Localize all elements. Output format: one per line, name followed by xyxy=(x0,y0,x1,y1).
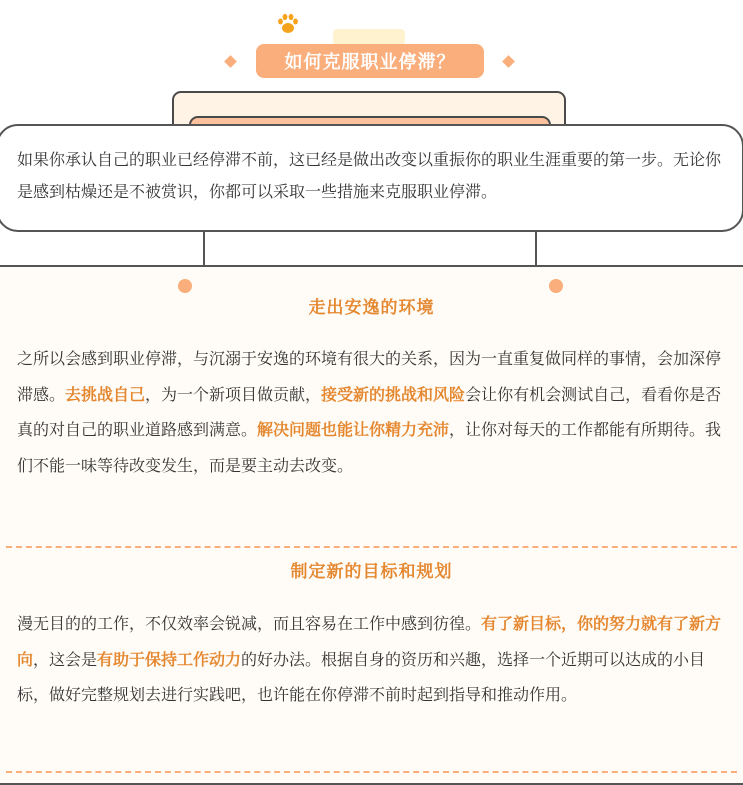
left-dot xyxy=(178,279,192,293)
paragraph-text: 会让你有机会测试自己，看看你是否真的对自己的职业道路感到满意。 xyxy=(17,384,722,439)
section-paragraph xyxy=(17,606,729,713)
right-dot xyxy=(549,279,563,293)
paragraph-text: ，让你对每天的工作都能有所期待。我们不能一味等待改变发生，而是要主动去改变。 xyxy=(17,420,722,475)
key-phrase: 解决问题也能让你精力充沛 xyxy=(257,420,450,439)
section-heading-text: 制定新的目标和规划 xyxy=(289,557,455,582)
paragraph-text: ，为一个新项目做贡献， xyxy=(145,384,322,404)
paragraph-text: 的好办法。根据自身的资历和兴趣，选择一个近期可以达成的小目标，做好完整规划去进行实践吧，也许能在你停滞不前时起到指导和推动作用。 xyxy=(17,649,706,704)
key-phrase: 有了新目标，你的努力就有了新方向 xyxy=(17,614,722,669)
section-heading xyxy=(0,293,743,318)
paw-icon xyxy=(276,12,300,36)
title-highlight xyxy=(333,29,405,45)
key-phrase: 有助于保持工作动力 xyxy=(97,649,242,669)
section-heading xyxy=(0,557,743,582)
connector-right xyxy=(535,230,537,266)
section-divider xyxy=(6,546,737,548)
page-title: 如何克服职业停滞？ xyxy=(256,44,484,78)
connector-left xyxy=(203,230,205,266)
intro-text: 如果你承认自己的职业已经停滞不前，这已经是做出改变以重振你的职业生涯重要的第一步。无论你是感到枯燥还是不被赏识，你都可以采取一些措施来克服职业停滞。 xyxy=(17,150,722,201)
paragraph-text: 漫无目的的工作，不仅效率会锐减，而且容易在工作中感到彷徨。 xyxy=(17,614,482,633)
key-phrase: 去挑战自己 xyxy=(65,384,146,404)
section-divider xyxy=(6,771,737,773)
section-paragraph xyxy=(17,341,729,483)
paragraph-text: 之所以会感到职业停滞，与沉溺于安逸的环境有很大的关系，因为一直重复做同样的事情，会加深停滞感。 xyxy=(17,349,722,404)
section-heading-text: 走出安逸的环境 xyxy=(307,293,437,318)
left-diamond xyxy=(224,55,237,68)
key-phrase: 接受新的挑战和风险 xyxy=(321,384,466,404)
paragraph-text: ，这会是 xyxy=(33,649,98,669)
right-diamond xyxy=(502,55,515,68)
